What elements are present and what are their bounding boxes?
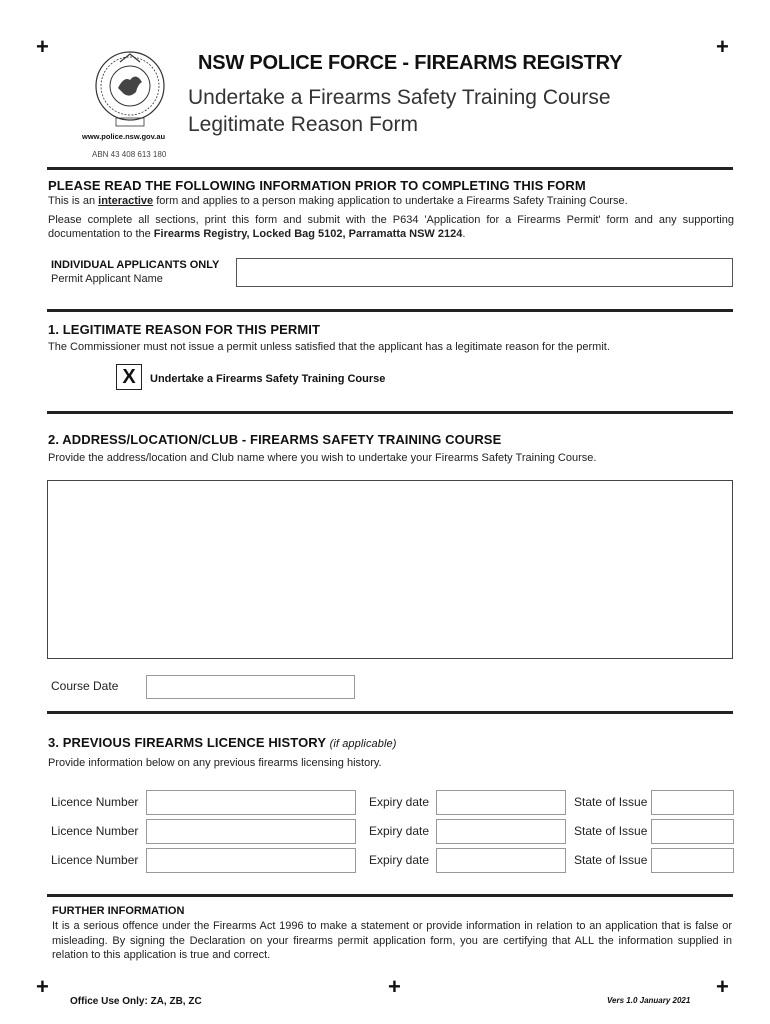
state-of-issue-label: State of Issue [574,824,648,838]
licence-number-label: Licence Number [51,824,139,838]
licence-number-input-1[interactable] [146,790,356,815]
divider [47,411,733,414]
state-of-issue-label: State of Issue [574,795,648,809]
registration-mark-top-left: + [36,34,49,59]
intro-heading: PLEASE READ THE FOLLOWING INFORMATION PRIOR TO COMPLETING THIS FORM [48,178,586,193]
state-of-issue-label: State of Issue [574,853,648,867]
registry-address: Firearms Registry, Locked Bag 5102, Parramatta NSW 2124 [153,228,463,240]
legitimate-reason-checkbox-label: Undertake a Firearms Safety Training Course [150,373,386,385]
course-date-input[interactable] [146,675,355,699]
section1-heading: 1. LEGITIMATE REASON FOR THIS PERMIT [48,322,321,337]
applicant-name-input[interactable] [236,258,733,287]
interactive-emphasis: interactive [98,195,154,207]
course-date-label: Course Date [51,679,119,693]
section3-heading-text: 3. PREVIOUS FIREARMS LICENCE HISTORY [48,735,326,750]
licence-number-input-2[interactable] [146,819,356,844]
individual-applicants-heading: INDIVIDUAL APPLICANTS ONLY [51,259,220,271]
section3-heading [48,735,397,750]
state-of-issue-input-3[interactable] [651,848,734,873]
applicant-name-label: Permit Applicant Name [51,273,163,285]
section2-description: Provide the address/location and Club name where you wish to undertake your Firearms Safety Training Course. [48,452,597,464]
form-title-line1: Undertake a Firearms Safety Training Course [188,86,611,109]
licence-number-label: Licence Number [51,795,139,809]
divider [47,711,733,714]
intro-line1-post: form and applies to a person making application to undertake a Firearms Safety Training Course. [153,195,628,207]
expiry-date-label: Expiry date [369,853,430,867]
office-use-text: Office Use Only: ZA, ZB, ZC [70,996,202,1007]
intro-line1-pre: This is an [48,195,99,207]
section2-heading: 2. ADDRESS/LOCATION/CLUB - FIREARMS SAFETY TRAINING COURSE [48,432,502,447]
version-text: Vers 1.0 January 2021 [607,996,691,1005]
section1-description: The Commissioner must not issue a permit unless satisfied that the applicant has a legitimate reason for the permit. [48,341,610,353]
further-information-heading: FURTHER INFORMATION [52,905,185,917]
registration-mark-bottom-left: + [36,974,49,999]
expiry-date-input-2[interactable] [436,819,566,844]
police-crest-logo-icon [90,48,170,132]
form-title-line2: Legitimate Reason Form [188,113,418,136]
expiry-date-input-1[interactable] [436,790,566,815]
state-of-issue-input-1[interactable] [651,790,734,815]
abn-text: ABN 43 408 613 180 [92,150,167,159]
address-location-club-textarea[interactable] [47,480,733,659]
section3-heading-note: (if applicable) [329,738,397,750]
website-text: www.police.nsw.gov.au [82,132,166,141]
licence-number-label: Licence Number [51,853,139,867]
intro-line1 [48,194,738,208]
expiry-date-label: Expiry date [369,824,430,838]
org-title: NSW POLICE FORCE - FIREARMS REGISTRY [198,52,623,74]
expiry-date-input-3[interactable] [436,848,566,873]
intro-line2-pre: Please complete all sections, print this form and submit with the P634 'Application for a Firearms Permit' form and any supporting documentation to the [48,214,734,240]
section3-description: Provide information below on any previous firearms licensing history. [48,757,382,769]
licence-number-input-3[interactable] [146,848,356,873]
state-of-issue-input-2[interactable] [651,819,734,844]
divider [47,167,733,170]
further-information-text: It is a serious offence under the Firearms Act 1996 to make a statement or provide information in relation to an application that is false or misleading. By signing the Declaration on your firearms permit application form, you are certifying that ALL the information supplied in relation to this application is true and correct. [52,920,732,961]
registration-mark-bottom-center: + [388,974,401,999]
divider [47,309,733,312]
registration-mark-top-right: + [716,34,729,59]
divider [47,894,733,897]
expiry-date-label: Expiry date [369,795,430,809]
registration-mark-bottom-right: + [716,974,729,999]
legitimate-reason-checkbox[interactable]: X [116,364,142,390]
intro-line2-post: . [462,228,466,240]
intro-line2 [48,213,734,241]
